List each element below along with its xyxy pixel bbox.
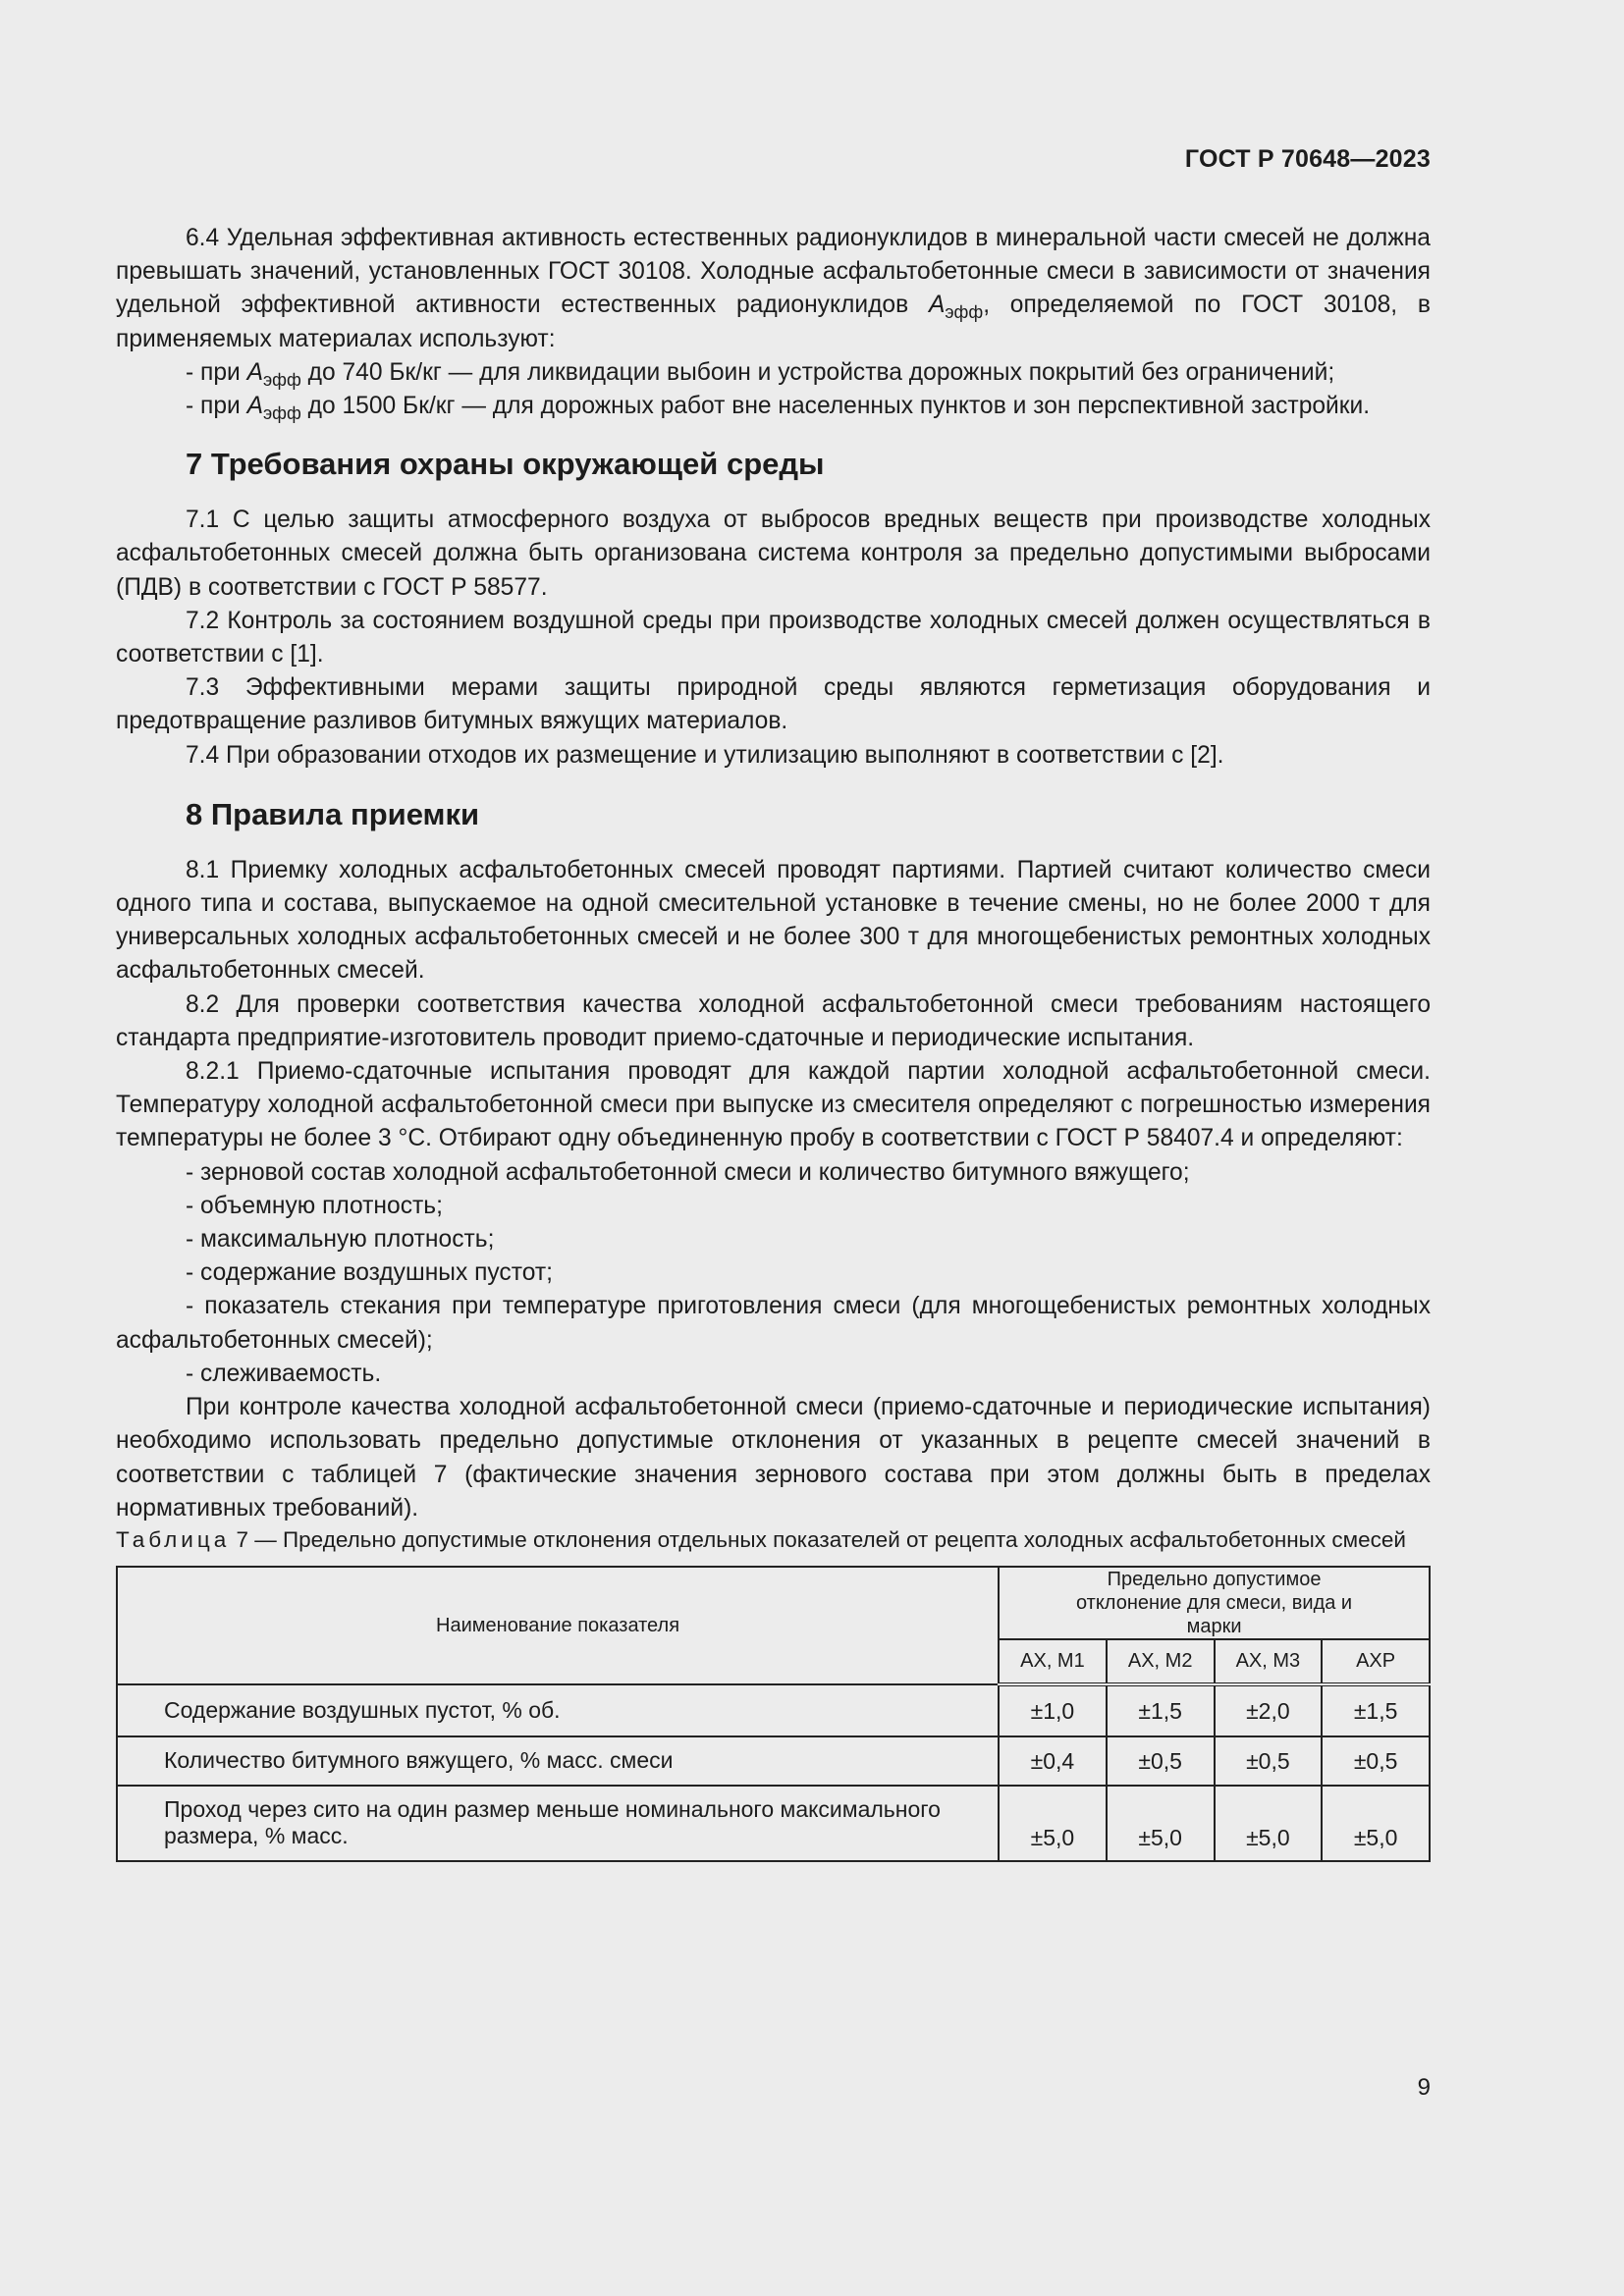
row-label: Содержание воздушных пустот, % об. <box>117 1684 999 1736</box>
list-item: - максимальную плотность; <box>186 1226 495 1254</box>
list-item-740 <box>116 356 1431 390</box>
column-group-header: Предельно допустимое отклонение для смеси, вида и марки <box>999 1567 1430 1639</box>
table-row <box>117 1736 1430 1786</box>
list-text: - при <box>186 393 247 420</box>
table-row <box>117 1684 1430 1736</box>
list-text: до 1500 Бк/кг — для дорожных работ вне населенных пунктов и зон перспективной застройки. <box>300 393 1371 420</box>
list-item: - зерновой состав холодной асфальтобетонной смеси и количество битумного вяжущего; <box>186 1158 1190 1186</box>
activity-subscript: эфф <box>945 302 984 323</box>
list-item: - показатель стекания при температуре приготовления смеси (для многощебенистых ремонтных холодных асфальтобетонных смесей); <box>116 1293 1431 1354</box>
table-cell: ±5,0 <box>1107 1786 1215 1861</box>
activity-subscript: эфф <box>263 403 301 424</box>
table-cell: ±0,5 <box>1322 1736 1430 1786</box>
paragraph-8-2-1: 8.2.1 Приемо-сдаточные испытания проводят для каждой партии холодной асфальтобетонной смеси. Температуру холодной асфальтобетонной смеси при выпуске из смесителя определяют с погрешностью измерения температуры не более 3 °С. Отбирают одну объединенную пробу в соответствии с ГОСТ Р 58407.4 и определяют: <box>116 1058 1431 1152</box>
list-item: - слеживаемость. <box>186 1360 382 1387</box>
subcolumn-header: АХ, М2 <box>1107 1639 1215 1684</box>
list-item-1500 <box>116 390 1431 423</box>
activity-symbol: А <box>246 358 263 386</box>
subcolumn-header: АХ, М3 <box>1215 1639 1323 1684</box>
row-label: Проход через сито на один размер меньше номинального максимального размера, % масс. <box>117 1786 999 1861</box>
paragraph-7-2: 7.2 Контроль за состоянием воздушной среды при производстве холодных смесей должен осуществляться в соответствии с [1]. <box>116 607 1431 668</box>
paragraph-7-3: 7.3 Эффективными мерами защиты природной среды являются герметизация оборудования и предотвращение разливов битумных вяжущих материалов. <box>116 674 1431 735</box>
table-cell: ±1,5 <box>1322 1684 1430 1736</box>
list-item: - объемную плотность; <box>186 1192 443 1219</box>
list-text: - при <box>186 358 247 386</box>
list-item: - содержание воздушных пустот; <box>186 1259 553 1287</box>
page-number: 9 <box>1417 2074 1431 2101</box>
column-header-name: Наименование показателя <box>117 1567 999 1684</box>
paragraph-6-4 <box>116 222 1431 356</box>
list-text: до 740 Бк/кг — для ликвидации выбоин и устройства дорожных покрытий без ограничений; <box>300 358 1335 386</box>
paragraph-8-1: 8.1 Приемку холодных асфальтобетонных смесей проводят партиями. Партией считают количество смеси одного типа и состава, выпускаемое на одной смесительной установке в течение смены, но не более 2000 т для универсальных холодных асфальтобетонных смесей и не более 300 т для многощебенистых ремонтных холодных асфальтобетонных смесей. <box>116 856 1431 985</box>
activity-symbol: А <box>246 393 263 420</box>
subcolumn-header: АХР <box>1322 1639 1430 1684</box>
section-7-heading: 7 Требования охраны окружающей среды <box>186 447 825 482</box>
table-label: Таблица <box>116 1526 231 1552</box>
table-cell: ±1,0 <box>999 1684 1107 1736</box>
paragraph-7-1: 7.1 С целью защиты атмосферного воздуха от выбросов вредных веществ при производстве холодных асфальтобетонных смесей должна быть организована система контроля за предельно допустимыми выбросами (ПДВ) в соответствии с ГОСТ Р 58577. <box>116 507 1431 601</box>
deviation-table <box>116 1566 1431 1862</box>
paragraph-text: 6.4 Удельная эффективная активность естественных радионуклидов в минеральной части смесей не должна превышать значений, установленных ГОСТ 30108. Холодные асфальтобетонные смеси в зависимости от значения удельной эффективной активности естественных радионуклидов <box>116 225 1431 319</box>
table-cell: ±5,0 <box>1322 1786 1430 1861</box>
activity-subscript: эфф <box>263 369 301 390</box>
table-caption-text: 7 — Предельно допустимые отклонения отдельных показателей от рецепта холодных асфальтобетонных смесей <box>230 1526 1406 1552</box>
table-row <box>117 1786 1430 1861</box>
section-8-heading: 8 Правила приемки <box>186 796 480 831</box>
table-cell: ±5,0 <box>999 1786 1107 1861</box>
table-cell: ±0,4 <box>999 1736 1107 1786</box>
subcolumn-header: АХ, М1 <box>999 1639 1107 1684</box>
paragraph-8-2: 8.2 Для проверки соответствия качества холодной асфальтобетонной смеси требованиям настоящего стандарта предприятие-изготовитель проводит приемо-сдаточные и периодические испытания. <box>116 990 1431 1051</box>
paragraph-7-4: 7.4 При образовании отходов их размещение и утилизацию выполняют в соответствии с [2]. <box>186 741 1224 769</box>
table-caption <box>116 1525 1431 1555</box>
table-cell: ±1,5 <box>1107 1684 1215 1736</box>
page-content <box>116 222 1431 1862</box>
document-code-header: ГОСТ Р 70648—2023 <box>1184 145 1431 173</box>
row-label: Количество битумного вяжущего, % масс. смеси <box>117 1736 999 1786</box>
table-cell: ±0,5 <box>1107 1736 1215 1786</box>
table-cell: ±0,5 <box>1215 1736 1323 1786</box>
table-cell: ±2,0 <box>1215 1684 1323 1736</box>
table-cell: ±5,0 <box>1215 1786 1323 1861</box>
paragraph-text: , определяемой по ГОСТ 30108, в применяемых материалах используют: <box>116 292 1431 352</box>
activity-symbol: А <box>928 292 946 319</box>
paragraph-quality-control: При контроле качества холодной асфальтобетонной смеси (приемо-сдаточные и периодические испытания) необходимо использовать предельно допустимые отклонения от указанных в рецепте смесей значений в соответствии с таблицей 7 (фактические значения зернового состава при этом должны быть в пределах нормативных требований). <box>116 1394 1431 1522</box>
